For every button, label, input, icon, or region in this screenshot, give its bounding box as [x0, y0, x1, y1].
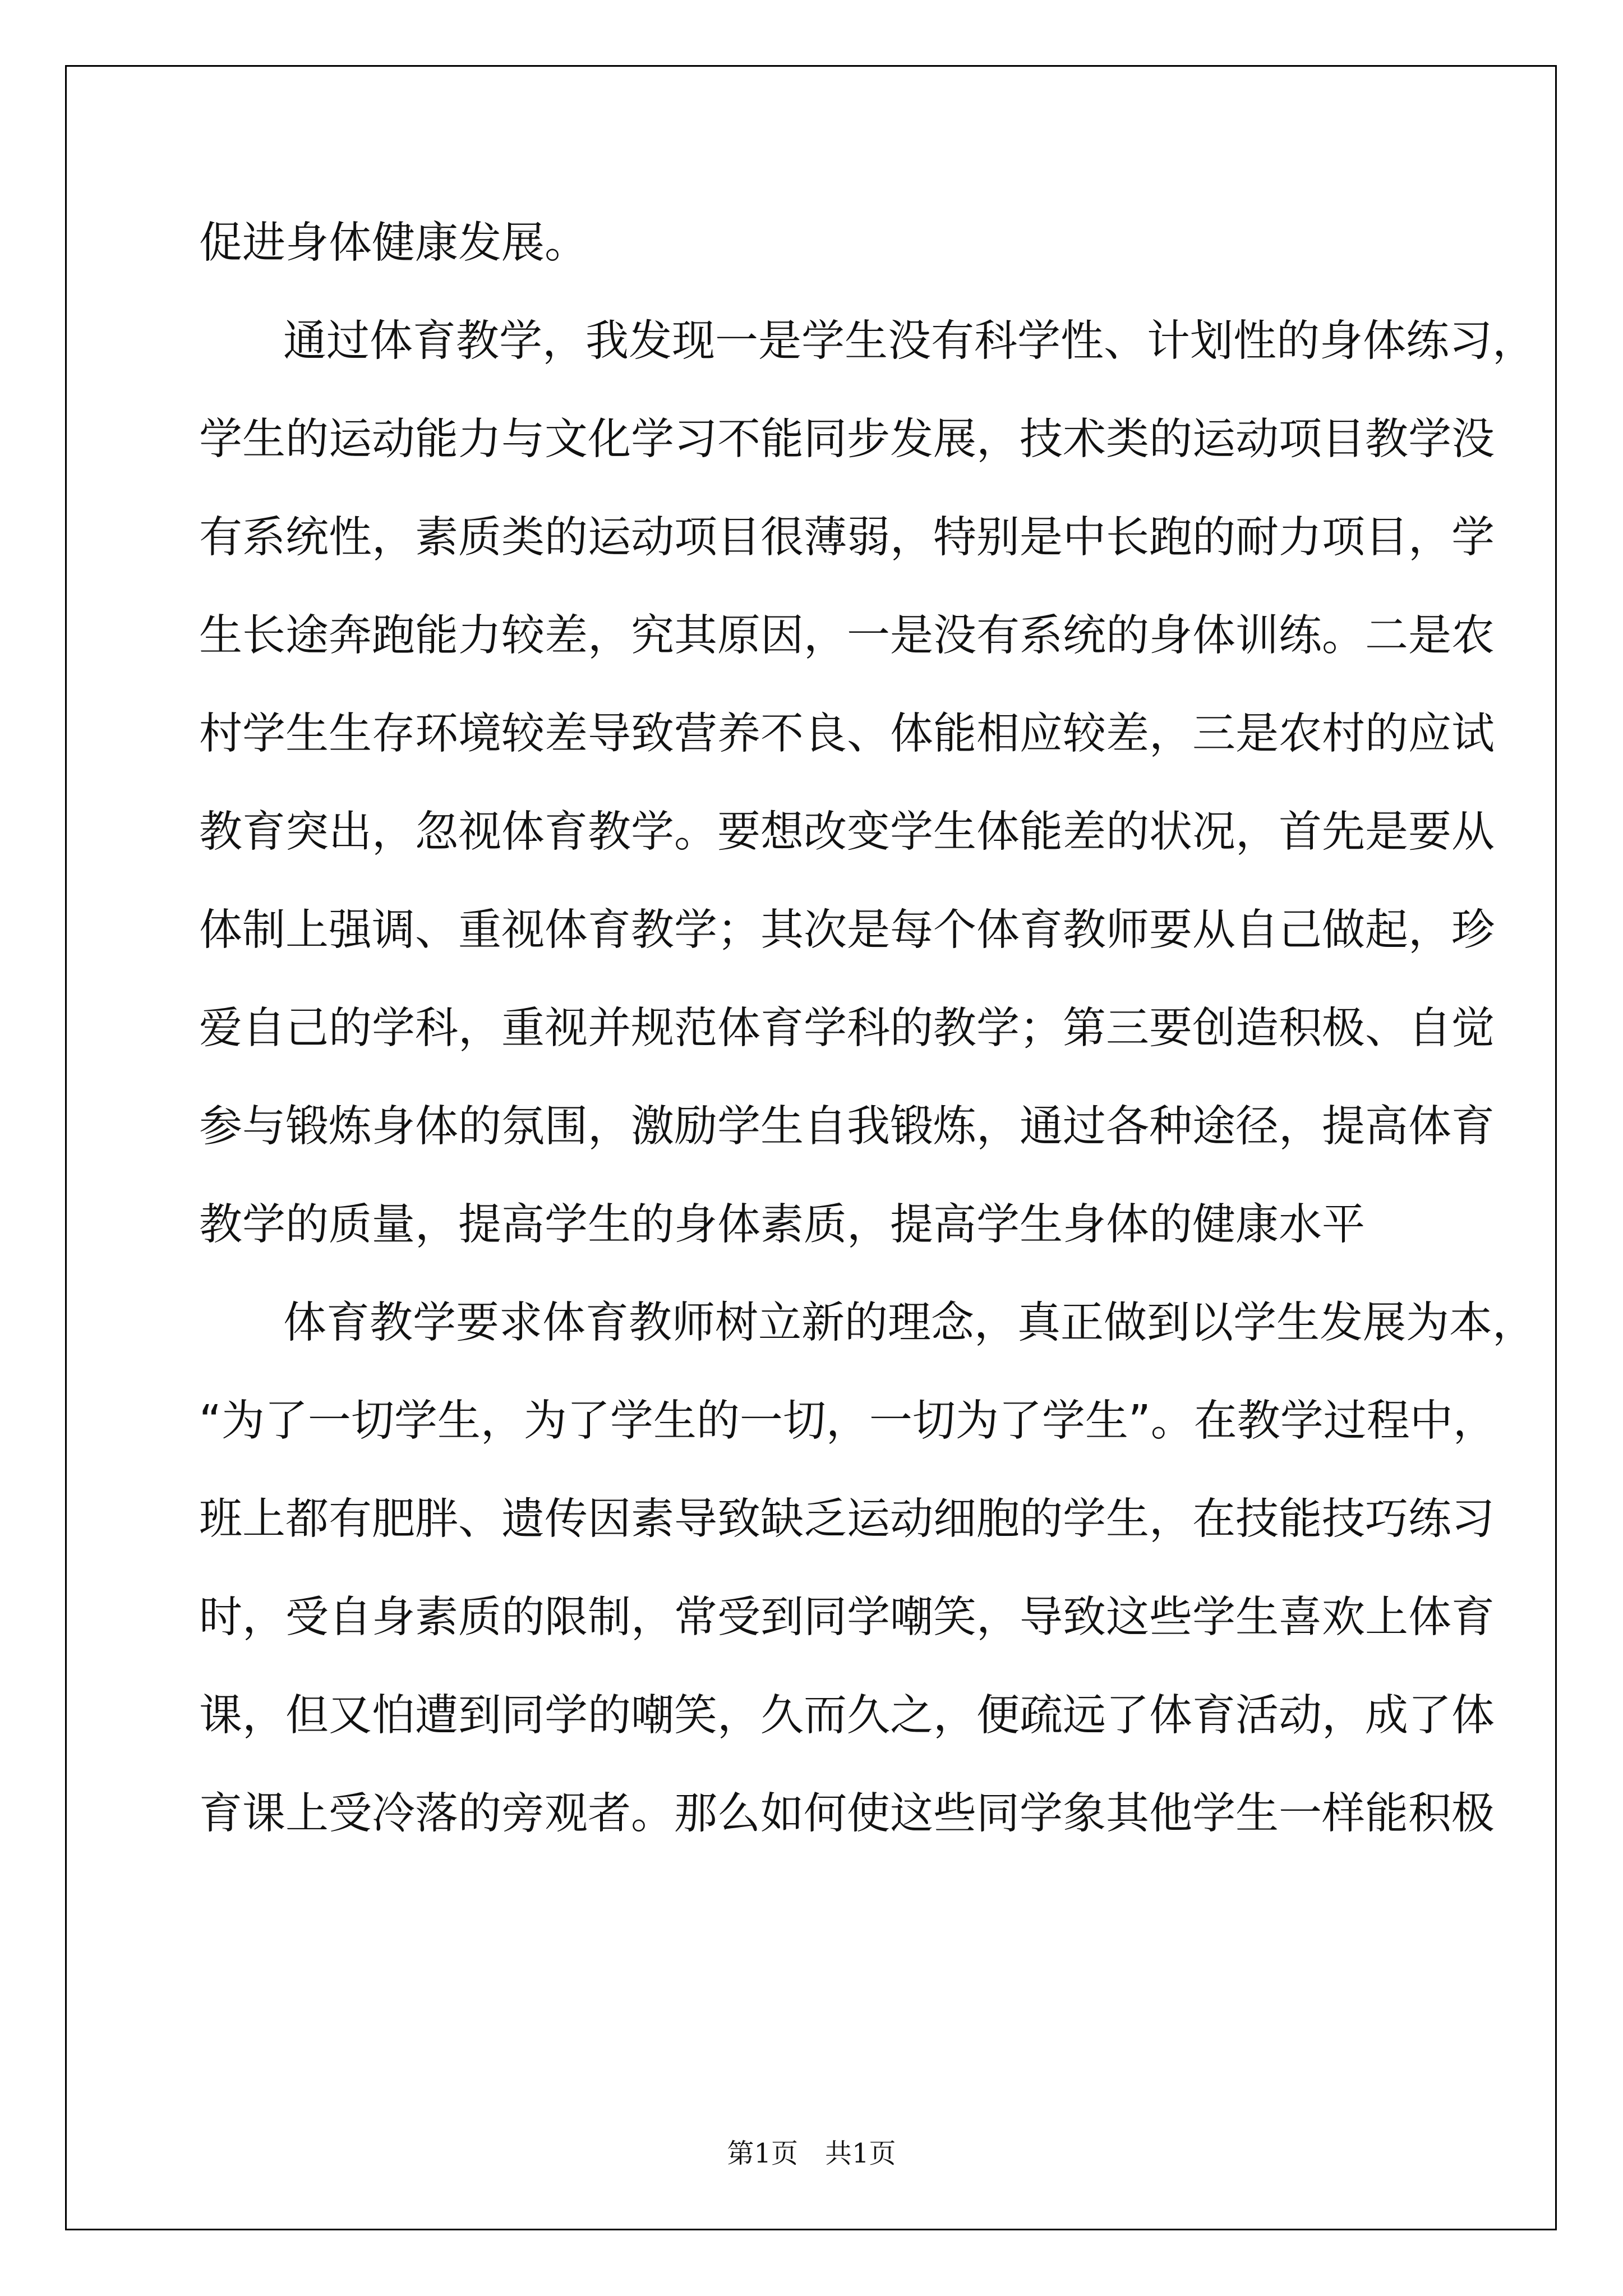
- text-line: “为了一切学生，为了学生的一切，一切为了学生”。在教学过程中，: [199, 1396, 1496, 1446]
- text-line: 班上都有肥胖、遗传因素导致缺乏运动细胞的学生，在技能技巧练习: [199, 1494, 1495, 1544]
- text-line: 有系统性，素质类的运动项目很薄弱，特别是中长跑的耐力项目，学: [199, 513, 1495, 563]
- text-line: 时，受自身素质的限制，常受到同学嘲笑，导致这些学生喜欢上体育: [199, 1593, 1495, 1642]
- page-footer: [0, 2132, 1623, 2170]
- text-line: 体育教学要求体育教师树立新的理念，真正做到以学生发展为本，: [283, 1298, 1536, 1348]
- text-line: 爱自己的学科，重视并规范体育学科的教学；第三要创造积极、自觉: [199, 1004, 1495, 1053]
- page-number: 第1页: [727, 2138, 798, 2169]
- text-line: 教育突出，忽视体育教学。要想改变学生体能差的状况，首先是要从: [199, 807, 1495, 857]
- text-line: 学生的运动能力与文化学习不能同步发展，技术类的运动项目教学没: [199, 415, 1495, 464]
- text-line: 生长途奔跑能力较差，究其原因，一是没有系统的身体训练。二是农: [199, 611, 1495, 661]
- text-line: 课，但又怕遭到同学的嘲笑，久而久之，便疏远了体育活动，成了体: [199, 1691, 1495, 1741]
- text-line: 促进身体健康发展。: [199, 218, 588, 268]
- text-line: 通过体育教学，我发现一是学生没有科学性、计划性的身体练习，: [283, 316, 1536, 366]
- text-line: 育课上受冷落的旁观者。那么如何使这些同学象其他学生一样能积极: [199, 1789, 1495, 1839]
- page-total: 共1页: [825, 2138, 896, 2169]
- text-line: 村学生生存环境较差导致营养不良、体能相应较差，三是农村的应试: [199, 709, 1495, 759]
- text-line: 体制上强调、重视体育教学；其次是每个体育教师要从自己做起，珍: [199, 905, 1495, 955]
- text-line: 教学的质量，提高学生的身体素质，提高学生身体的健康水平: [199, 1200, 1365, 1250]
- text-line: 参与锻炼身体的氛围，激励学生自我锻炼，通过各种途径，提高体育: [199, 1102, 1495, 1152]
